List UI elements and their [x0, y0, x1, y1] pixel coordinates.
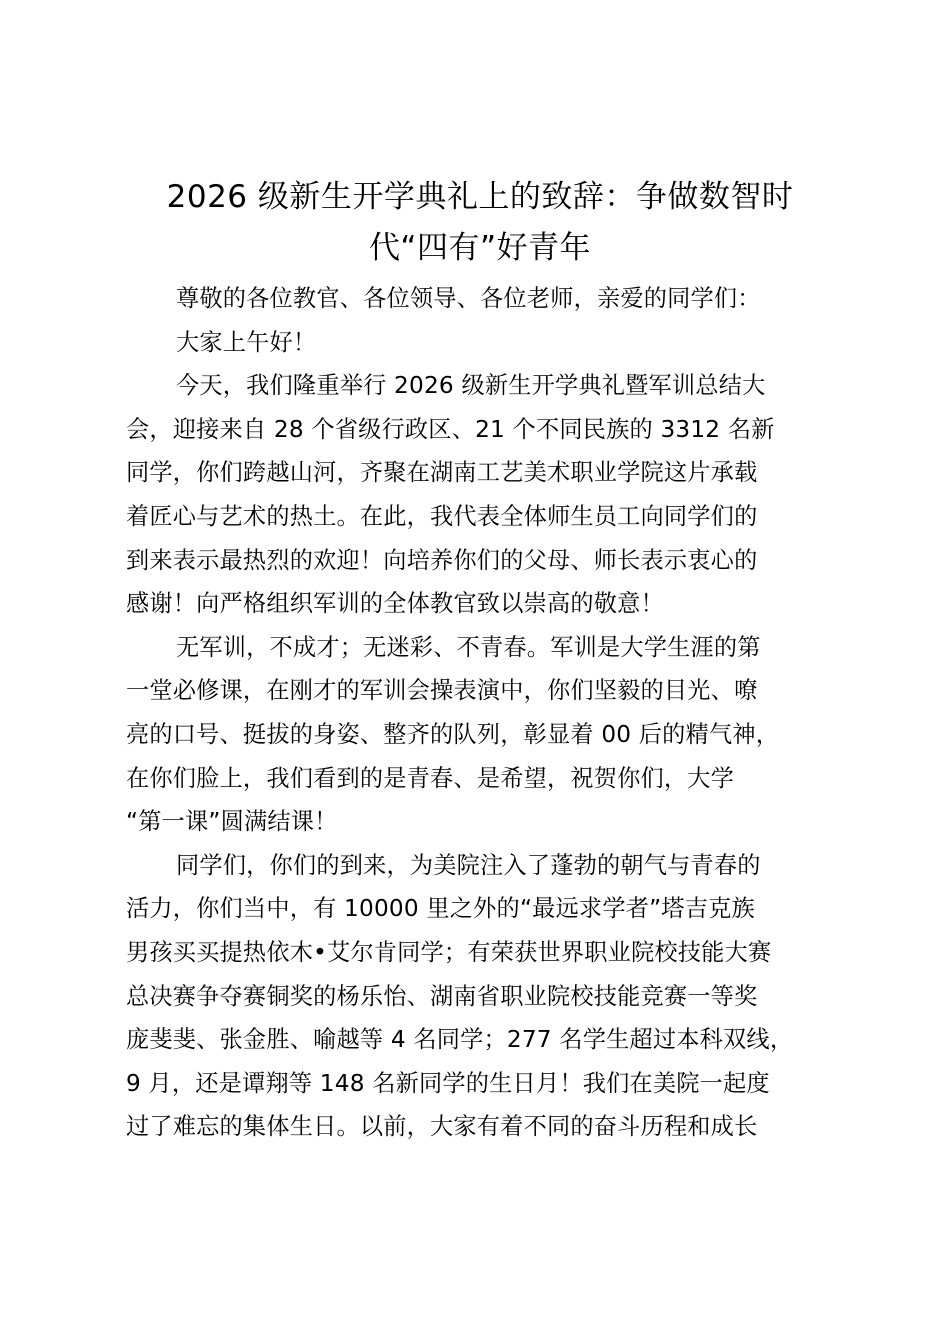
text-line: 活力，你们当中，有 10000 里之外的“最远求学者”塔吉克族	[126, 895, 755, 923]
text-line: 着匠心与艺术的热土。在此，我代表全体师生员工向同学们的	[126, 502, 758, 530]
paragraph-greeting	[126, 321, 832, 365]
text-line: 在你们脸上，我们看到的是青春、是希望，祝贺你们，大学	[126, 764, 735, 792]
paragraph-welcome	[126, 364, 832, 626]
text-line: 同学，你们跨越山河，齐聚在湖南工艺美术职业学院这片承载	[126, 459, 758, 487]
text-line: 过了难忘的集体生日。以前，大家有着不同的奋斗历程和成长	[126, 1113, 758, 1141]
paragraph-military-training	[126, 626, 832, 844]
text-line: 感谢！向严格组织军训的全体教官致以崇高的敬意！	[126, 590, 664, 618]
document-body	[126, 277, 832, 1149]
text-line: 男孩买买提热依木•艾尔肯同学；有荣获世界职业院校技能大赛	[126, 938, 772, 966]
text-line: 9 月，还是谭翔等 148 名新同学的生日月！我们在美院一起度	[126, 1069, 770, 1097]
text-line: 同学们，你们的到来，为美院注入了蓬勃的朝气与青春的	[176, 851, 761, 879]
text-line: 庞斐斐、张金胜、喻越等 4 名同学；277 名学生超过本科双线，	[126, 1026, 794, 1054]
text-line: 今天，我们隆重举行 2026 级新生开学典礼暨军训总结大	[176, 372, 766, 400]
text-line: 尊敬的各位教官、各位领导、各位老师，亲爱的同学们：	[176, 285, 761, 312]
text-line: 总决赛争夺赛铜奖的杨乐怡、湖南省职业院校技能竞赛一等奖	[126, 982, 758, 1010]
title-line-1: 2026 级新生开学典礼上的致辞：争做数智时	[166, 179, 794, 215]
text-line: 亮的口号、挺拔的身姿、整齐的队列，彰显着 00 后的精气神，	[126, 720, 780, 748]
title-line-2: 代“四有”好青年	[368, 230, 592, 266]
document-title	[120, 172, 840, 274]
text-line: 一堂必修课，在刚才的军训会操表演中，你们坚毅的目光、嘹	[126, 677, 758, 705]
text-line: 会，迎接来自 28 个省级行政区、21 个不同民族的 3312 名新	[126, 415, 775, 443]
text-line: “第一课”圆满结课！	[126, 808, 338, 836]
text-line: 无军训，不成才；无迷彩、不青春。军训是大学生涯的第	[176, 633, 761, 661]
paragraph-students	[126, 844, 832, 1149]
text-line: 大家上午好！	[176, 328, 317, 356]
paragraph-salutation	[126, 277, 832, 321]
text-line: 到来表示最热烈的欢迎！向培养你们的父母、师长表示衷心的	[126, 546, 758, 574]
